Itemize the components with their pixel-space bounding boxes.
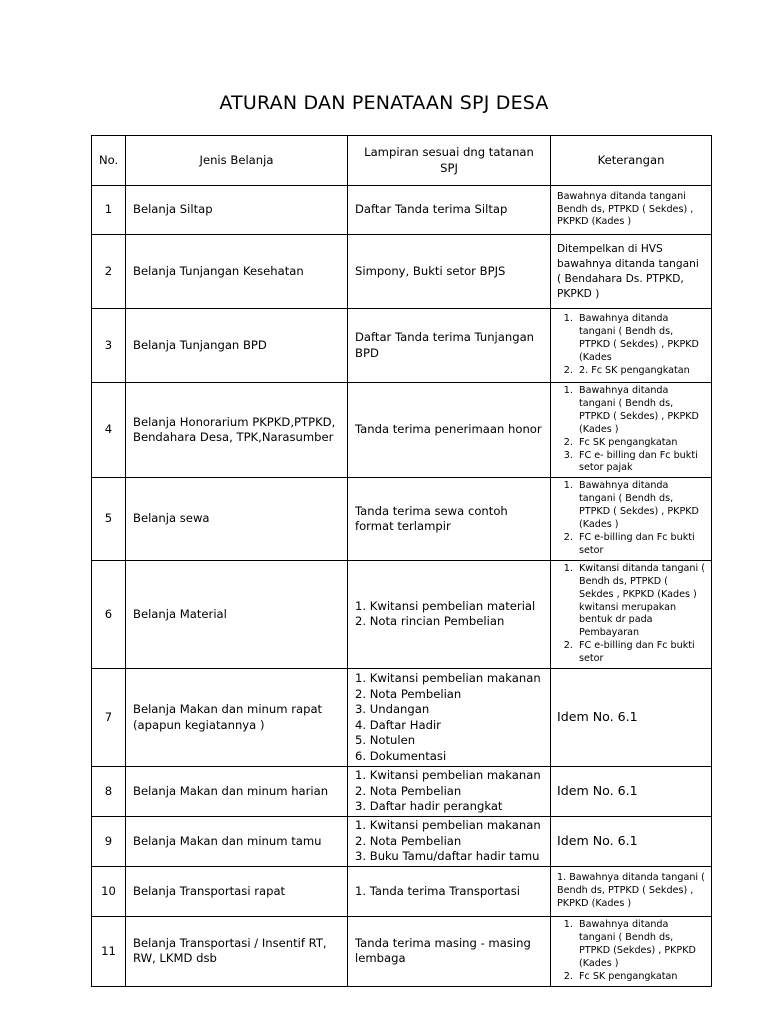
lampiran-line: Daftar Tanda terima Tunjangan BPD <box>355 330 535 360</box>
keterangan-cell: Ditempelkan di HVS bawahnya ditanda tangani ( Bendahara Ds. PTPKD, PKPKD ) <box>551 235 712 309</box>
keterangan-cell: Idem No. 6.1 <box>551 669 712 767</box>
keterangan-cell: Idem No. 6.1 <box>551 817 712 867</box>
table-row <box>92 917 712 987</box>
lampiran-line: 1. Kwitansi pembelian makanan <box>355 671 541 686</box>
row-number: 3 <box>92 309 126 383</box>
lampiran-cell <box>348 309 551 383</box>
lampiran-line: 2. Nota rincian Pembelian <box>355 614 505 629</box>
lampiran-line: 3. Buku Tamu/daftar hadir tamu <box>355 849 540 864</box>
keterangan-item: 1. Bawahnya ditanda tangani ( Bendh ds, PTPKD ( Sekdes) , PKPKD (Kades ) <box>576 385 705 437</box>
lampiran-line: 2. Nota Pembelian <box>355 833 462 848</box>
document-title: ATURAN DAN PENATAAN SPJ DESA <box>219 92 549 114</box>
lampiran-line: Tanda terima penerimaan honor <box>355 422 542 437</box>
keterangan-item: 2. Fc SK pengangkatan <box>576 437 705 450</box>
lampiran-line: Tanda terima sewa contoh format terlampir <box>355 503 508 534</box>
keterangan-item: 2. Fc SK pengangkatan <box>576 971 705 984</box>
keterangan-cell <box>551 560 712 668</box>
lampiran-line: 3. Undangan <box>355 702 430 717</box>
lampiran-line: 4. Daftar Hadir <box>355 717 441 732</box>
table-row <box>92 309 712 383</box>
keterangan-item: 2. 2. Fc SK pengangkatan <box>576 365 705 378</box>
table-row <box>92 669 712 767</box>
lampiran-line: 5. Notulen <box>355 733 416 748</box>
lampiran-cell <box>348 767 551 817</box>
keterangan-cell <box>551 309 712 383</box>
jenis-belanja-cell: Belanja sewa <box>126 478 348 560</box>
header-jenis-belanja: Jenis Belanja <box>126 136 348 186</box>
lampiran-cell <box>348 669 551 767</box>
row-number: 9 <box>92 817 126 867</box>
jenis-belanja-cell: Belanja Material <box>126 560 348 668</box>
table-row <box>92 767 712 817</box>
lampiran-cell <box>348 235 551 309</box>
keterangan-item: 2. FC e-billing dan Fc bukti setor <box>576 532 705 558</box>
table-row <box>92 235 712 309</box>
header-lampiran: Lampiran sesuai dng tatanan SPJ <box>348 136 551 186</box>
lampiran-line: Daftar Tanda terima Siltap <box>355 202 508 217</box>
lampiran-line: 1. Kwitansi pembelian makanan <box>355 818 541 833</box>
jenis-belanja-cell: Belanja Siltap <box>126 186 348 235</box>
lampiran-cell <box>348 383 551 478</box>
table-row <box>92 186 712 235</box>
lampiran-line: Tanda terima masing - masing lembaga <box>355 935 531 966</box>
keterangan-cell <box>551 478 712 560</box>
keterangan-item: 1. Bawahnya ditanda tangani ( Bendh ds, PTPKD ( Sekdes) , PKPKD (Kades <box>576 313 705 365</box>
keterangan-item: 3. FC e- billing dan Fc bukti setor pajak <box>576 450 705 476</box>
lampiran-cell <box>348 560 551 668</box>
keterangan-cell <box>551 383 712 478</box>
lampiran-line: 1. Kwitansi pembelian material <box>355 598 536 613</box>
keterangan-cell: 1. Bawahnya ditanda tangani ( Bendh ds, PTPKD ( Sekdes) , PKPKD (Kades ) <box>551 867 712 917</box>
table-header-row <box>92 136 712 186</box>
lampiran-cell <box>348 917 551 987</box>
lampiran-line: 1. Kwitansi pembelian makanan <box>355 768 541 783</box>
lampiran-cell <box>348 867 551 917</box>
header-keterangan: Keterangan <box>551 136 712 186</box>
lampiran-line: 2. Nota Pembelian <box>355 783 462 798</box>
row-number: 6 <box>92 560 126 668</box>
row-number: 4 <box>92 383 126 478</box>
lampiran-line: 6. Dokumentasi <box>355 748 447 763</box>
lampiran-cell <box>348 186 551 235</box>
jenis-belanja-cell: Belanja Makan dan minum harian <box>126 767 348 817</box>
lampiran-line: Simpony, Bukti setor BPJS <box>355 263 506 278</box>
table-row <box>92 478 712 560</box>
lampiran-line: 2. Nota Pembelian <box>355 686 462 701</box>
table-row <box>92 383 712 478</box>
lampiran-cell <box>348 478 551 560</box>
row-number: 11 <box>92 917 126 987</box>
keterangan-item: 1. Bawahnya ditanda tangani ( Bendh ds, PTPKD ( Sekdes) , PKPKD (Kades ) <box>576 480 705 532</box>
keterangan-cell: Idem No. 6.1 <box>551 767 712 817</box>
jenis-belanja-cell: Belanja Tunjangan Kesehatan <box>126 235 348 309</box>
jenis-belanja-cell: Belanja Transportasi / Insentif RT, RW, LKMD dsb <box>126 917 348 987</box>
table-row <box>92 817 712 867</box>
jenis-belanja-cell: Belanja Tunjangan BPD <box>126 309 348 383</box>
jenis-belanja-cell: Belanja Honorarium PKPKD,PTPKD, Bendahara Desa, TPK,Narasumber <box>126 383 348 478</box>
keterangan-cell <box>551 917 712 987</box>
lampiran-line: 1. Tanda terima Transportasi <box>355 883 521 898</box>
table-row <box>92 867 712 917</box>
row-number: 7 <box>92 669 126 767</box>
spj-table <box>91 135 712 987</box>
table-row <box>92 560 712 668</box>
keterangan-item: 1. Bawahnya ditanda tangani ( Bendh ds, PTPKD (Sekdes) , PKPKD (Kades ) <box>576 919 705 971</box>
row-number: 8 <box>92 767 126 817</box>
jenis-belanja-cell: Belanja Transportasi rapat <box>126 867 348 917</box>
header-no: No. <box>92 136 126 186</box>
row-number: 2 <box>92 235 126 309</box>
lampiran-line: 3. Daftar hadir perangkat <box>355 799 503 814</box>
row-number: 1 <box>92 186 126 235</box>
keterangan-cell: Bawahnya ditanda tangani Bendh ds, PTPKD ( Sekdes) , PKPKD (Kades ) <box>551 186 712 235</box>
keterangan-item: 2. FC e-billing dan Fc bukti setor <box>576 640 705 666</box>
jenis-belanja-cell: Belanja Makan dan minum rapat (apapun kegiatannya ) <box>126 669 348 767</box>
lampiran-cell <box>348 817 551 867</box>
row-number: 5 <box>92 478 126 560</box>
keterangan-item: 1. Kwitansi ditanda tangani ( Bendh ds, PTPKD ( Sekdes , PKPKD (Kades ) kwitansi merupakan bentuk dr pada Pembayaran <box>576 563 705 640</box>
row-number: 10 <box>92 867 126 917</box>
jenis-belanja-cell: Belanja Makan dan minum tamu <box>126 817 348 867</box>
